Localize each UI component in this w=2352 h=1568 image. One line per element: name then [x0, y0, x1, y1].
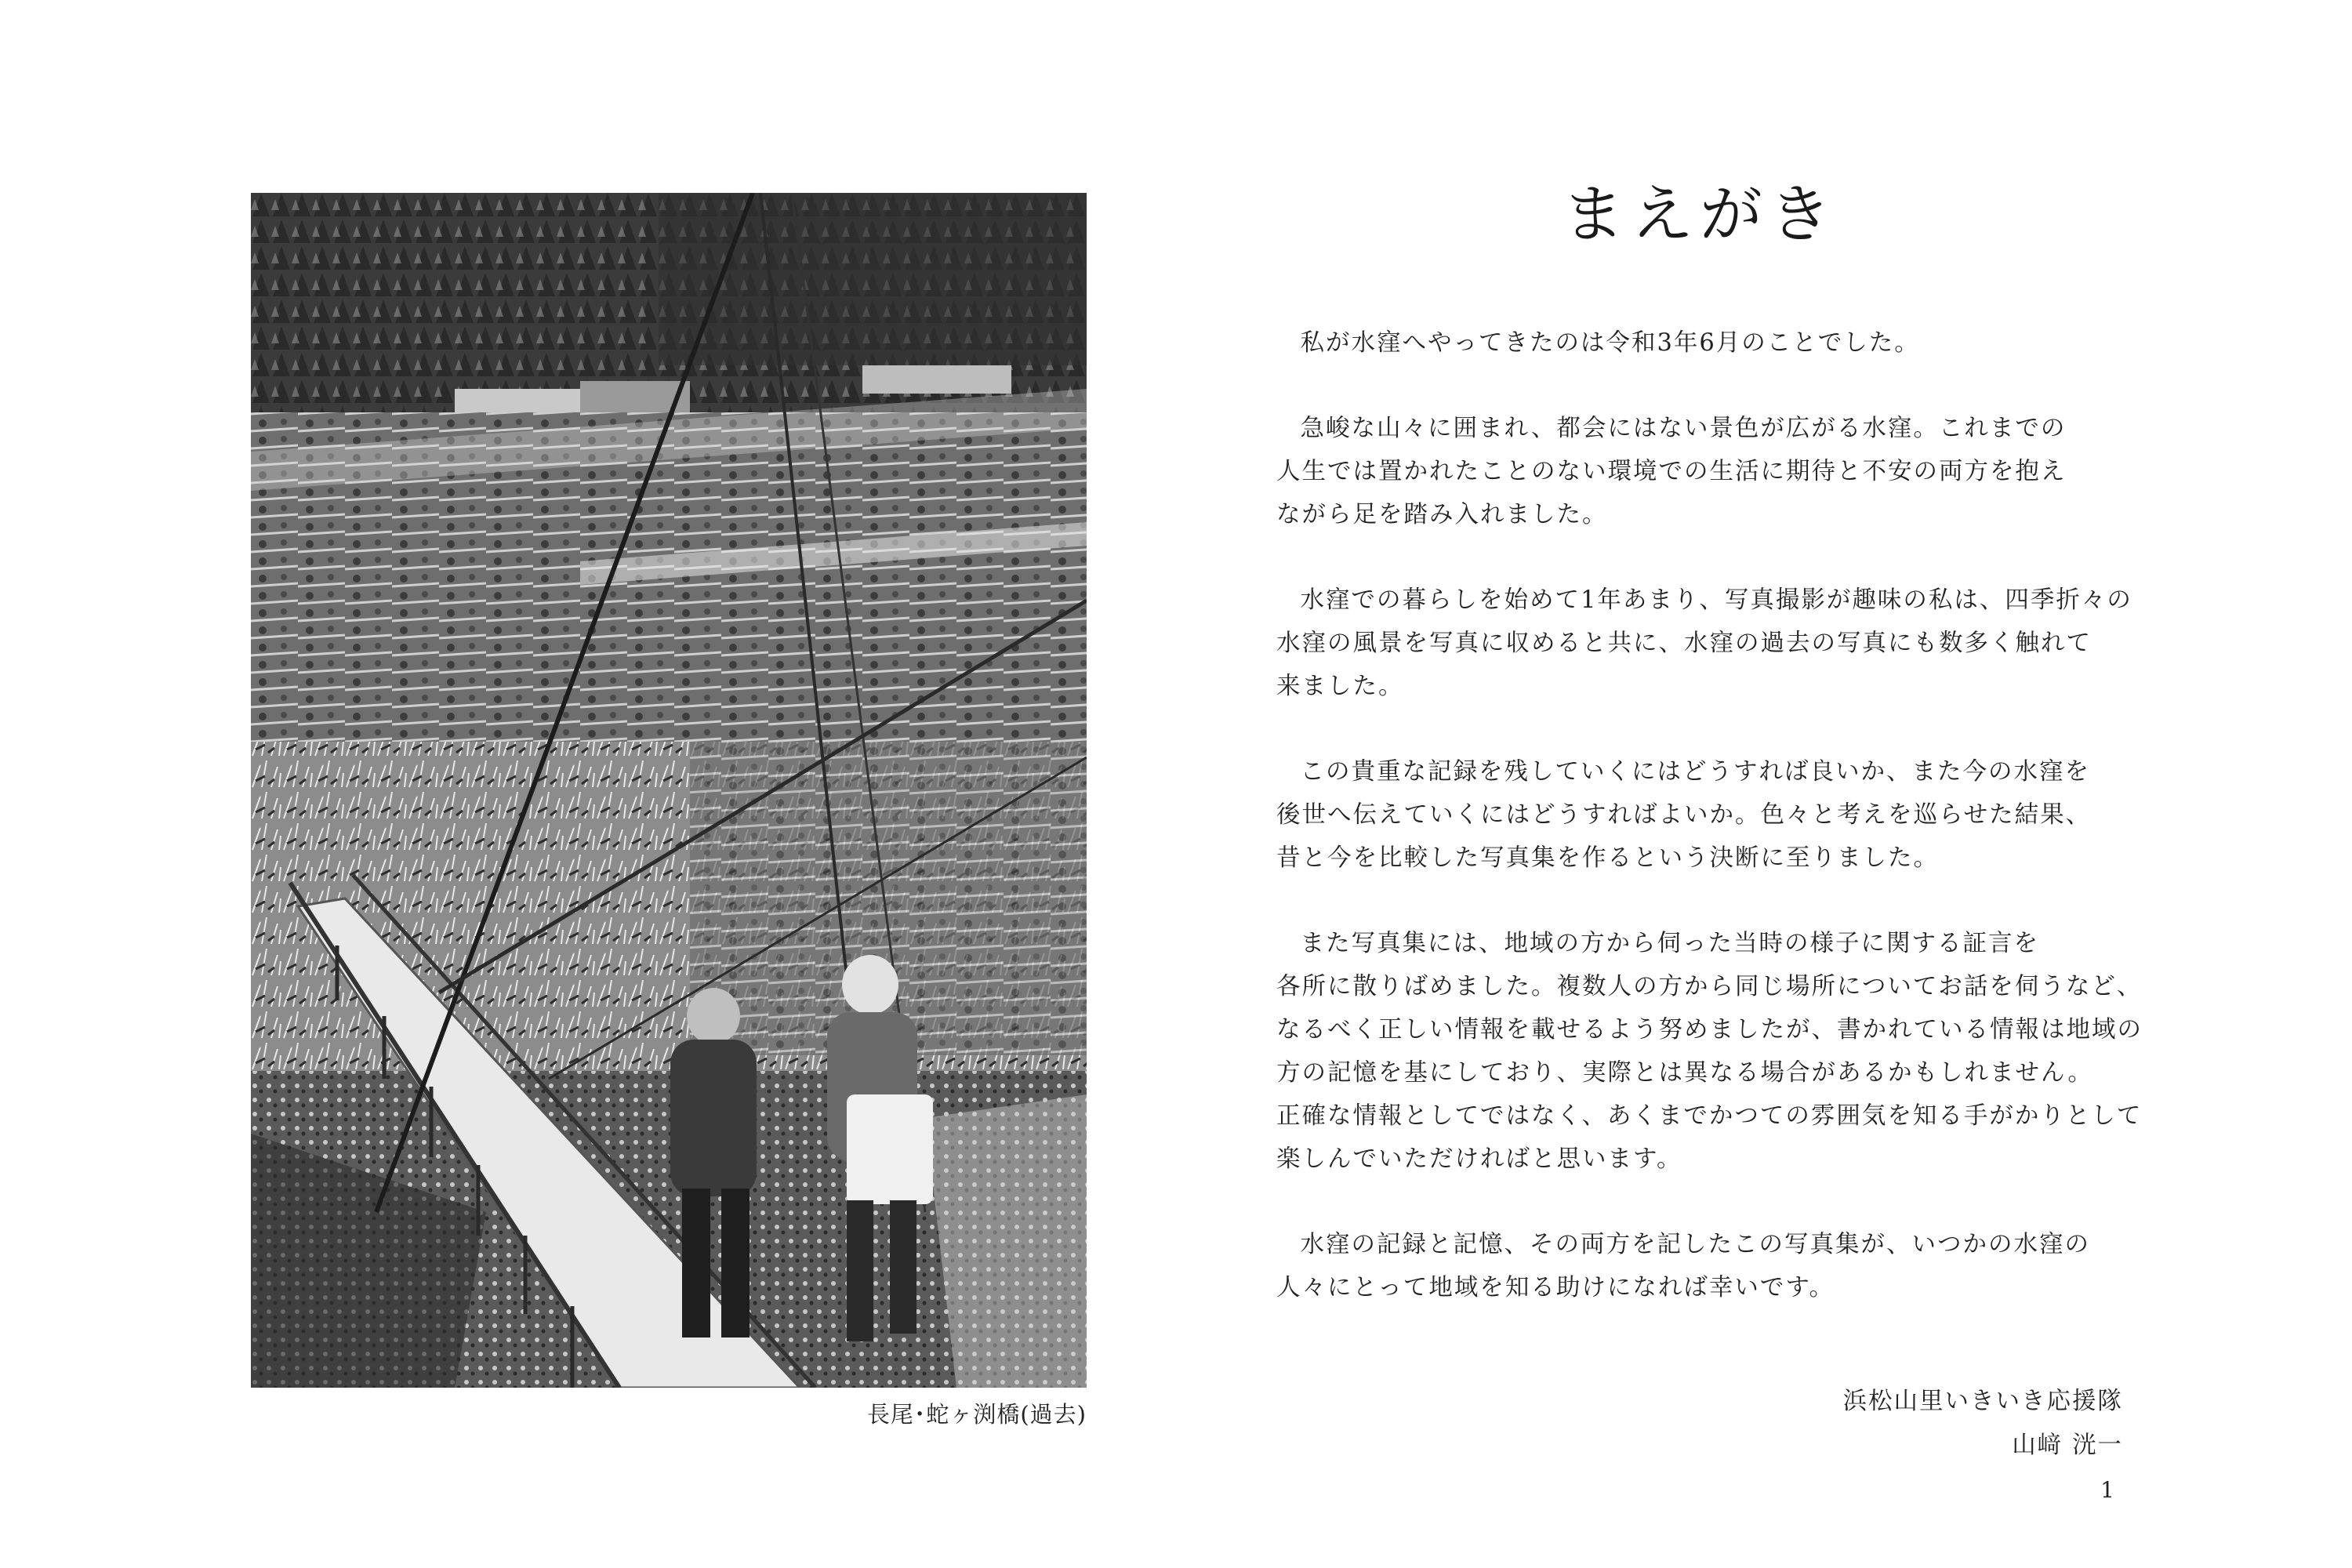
text-line: 急峻な山々に囲まれ、都会にはない景色が広がる水窪。これまでの [1300, 415, 2067, 442]
text-line: 私が水窪へやってきたのは令和3年6月のことでした。 [1300, 329, 1920, 357]
text-line: また写真集には、地域の方から伺った当時の様子に関する証言を [1300, 930, 2039, 957]
text-line: 各所に散りばめました。複数人の方から同じ場所についてお話を伺うなど、 [1276, 973, 2143, 1000]
text-line: 方の記憶を基にしており、実際とは異なる場合があるかもしれません。 [1276, 1059, 2093, 1087]
text-line: 水窪での暮らしを始めて1年あまり、写真撮影が趣味の私は、四季折々の [1300, 586, 2132, 614]
text-line: なるべく正しい情報を載せるよう努めましたが、書かれている情報は地域の [1276, 1016, 2143, 1044]
paragraph-3 [1276, 579, 2132, 708]
preface-text-column [1276, 178, 2143, 1352]
paragraph-4 [1276, 750, 2123, 880]
text-line: 水窪の記録と記憶、その両方を記したこの写真集が、いつかの水窪の [1300, 1231, 2090, 1258]
photo-caption: 長尾･蛇ヶ渕橋(過去) [866, 1401, 1087, 1428]
text-line: 来ました。 [1276, 673, 1404, 700]
paragraph-1 [1276, 321, 2123, 365]
suspension-bridge-photo [251, 193, 1087, 1388]
text-line: この貴重な記録を残していくにはどうすれば良いか、また今の水窪を [1300, 758, 2090, 786]
text-line: 楽しんでいただければと思います。 [1276, 1145, 1682, 1173]
author-signature [1843, 1380, 2124, 1468]
paragraph-2 [1276, 407, 2123, 536]
author-name: 山﨑 洸一 [2012, 1432, 2123, 1459]
page-title: まえがき [1562, 178, 1838, 251]
text-line: 昔と今を比較した写真集を作るという決断に至りました。 [1276, 844, 1939, 872]
text-line: 正確な情報としてではなく、あくまでかつての雰囲気を知る手がかりとして [1276, 1102, 2143, 1130]
paragraph-6 [1276, 1223, 2123, 1309]
author-organization: 浜松山里いきいき応援隊 [1842, 1388, 2123, 1415]
text-line: 後世へ伝えていくにはどうすればよいか。色々と考えを巡らせた結果、 [1276, 801, 2092, 829]
text-line: ながら足を踏み入れました。 [1276, 501, 1608, 528]
text-line: 水窪の風景を写真に収めると共に、水窪の過去の写真にも数多く触れて [1276, 630, 2092, 657]
text-line: 人々にとって地域を知る助けになれば幸いです。 [1276, 1274, 1835, 1301]
paragraph-5 [1276, 922, 2143, 1181]
page-number: 1 [2100, 1477, 2114, 1503]
text-line: 人生では置かれたことのない環境での生活に期待と不安の両方を抱え [1276, 458, 2067, 485]
